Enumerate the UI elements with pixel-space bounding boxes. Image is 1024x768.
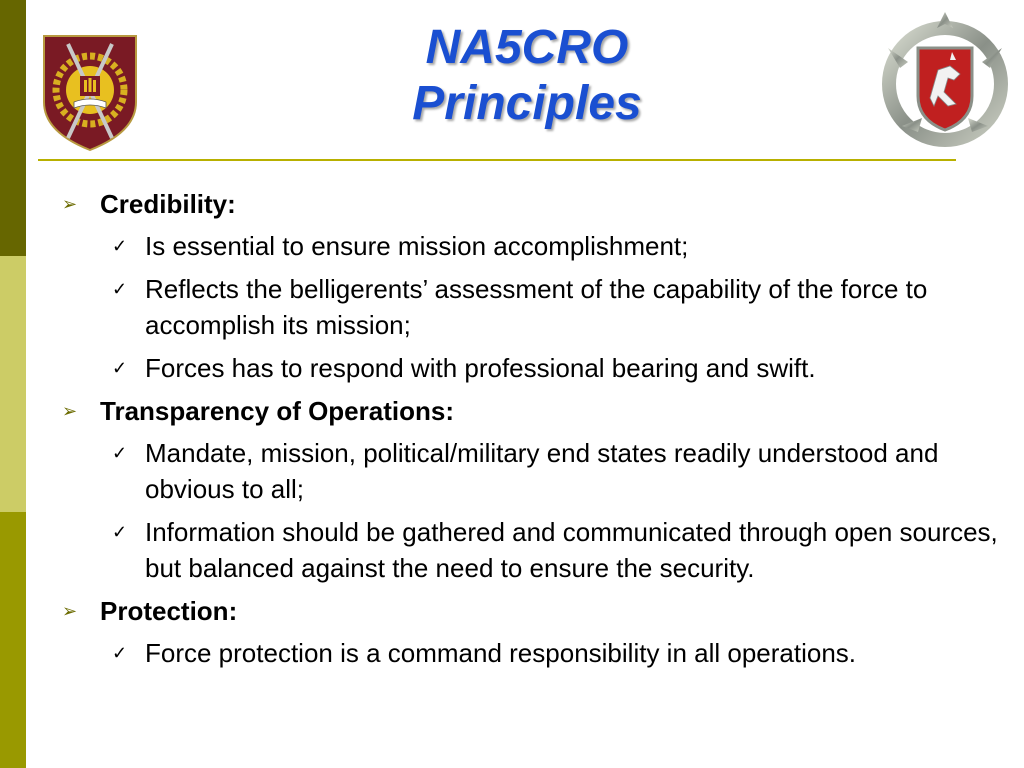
section-transparency — [60, 393, 1010, 586]
list-item-text: Mandate, mission, political/military end states readily understood and obvious to all; — [145, 438, 939, 504]
unit-badge-emblem — [878, 8, 1012, 154]
checkmark-icon: ✓ — [112, 236, 128, 256]
arrow-bullet-icon: ➢ — [62, 601, 78, 621]
slide-title-line-1: NA5CRO — [425, 21, 629, 74]
list-item — [60, 635, 1010, 671]
checkmark-icon: ✓ — [112, 279, 128, 299]
list-item — [60, 228, 1010, 264]
slide-title — [300, 20, 754, 132]
checkmark-icon: ✓ — [112, 443, 128, 463]
slide-title-line-2: Principles — [412, 77, 642, 130]
sub-list — [60, 635, 1010, 671]
list-item-text: Forces has to respond with professional bearing and swift. — [145, 353, 816, 383]
section-protection — [60, 593, 1010, 671]
checkmark-icon: ✓ — [112, 643, 128, 663]
section-heading — [60, 393, 1010, 429]
checkmark-icon: ✓ — [112, 358, 128, 378]
list-item — [60, 271, 1010, 343]
list-item-text: Reflects the belligerents’ assessment of the capability of the force to accomplish its mission; — [145, 274, 928, 340]
side-bar-segment-middle — [0, 256, 26, 512]
arrow-bullet-icon: ➢ — [62, 401, 78, 421]
list-item — [60, 350, 1010, 386]
academy-shield-emblem — [40, 32, 140, 154]
side-bar-segment-top — [0, 0, 26, 256]
side-bar-segment-bottom — [0, 512, 26, 768]
checkmark-icon: ✓ — [112, 522, 128, 542]
title-divider — [38, 159, 956, 161]
list-item — [60, 435, 1010, 507]
list-item-text: Force protection is a command responsibility in all operations. — [145, 638, 857, 668]
sub-list — [60, 228, 1010, 386]
section-heading-text: Transparency of Operations: — [100, 396, 454, 426]
section-heading — [60, 593, 1010, 629]
list-item-text: Information should be gathered and communicated through open sources, but balanced against the need to ensure the security. — [145, 517, 998, 583]
sub-list — [60, 435, 1010, 586]
slide-body — [60, 186, 1010, 678]
side-decoration-bar — [0, 0, 26, 768]
arrow-bullet-icon: ➢ — [62, 194, 78, 214]
list-item — [60, 514, 1010, 586]
section-heading — [60, 186, 1010, 222]
list-item-text: Is essential to ensure mission accomplishment; — [145, 231, 689, 261]
section-heading-text: Credibility: — [100, 189, 236, 219]
section-heading-text: Protection: — [100, 596, 238, 626]
section-credibility — [60, 186, 1010, 386]
